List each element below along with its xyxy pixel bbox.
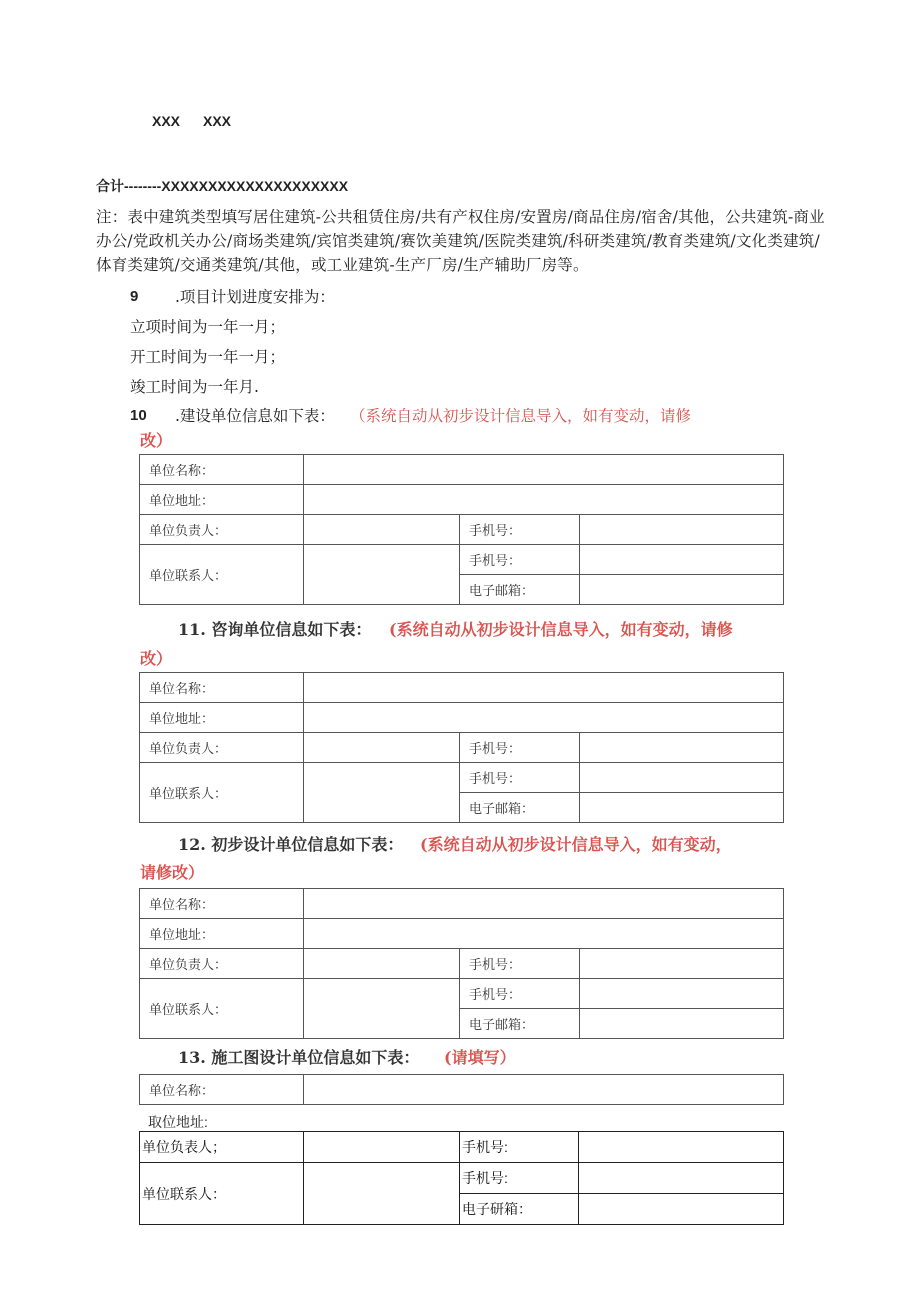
- email-label: 电子邮箱：: [460, 793, 580, 823]
- unit-address-label: 单位地址：: [140, 485, 304, 515]
- email-label: 电子邮箱：: [460, 575, 580, 605]
- unit-contact-field[interactable]: [304, 545, 460, 605]
- last-contact-phone-field[interactable]: [579, 1163, 784, 1194]
- unit-head-field[interactable]: [304, 949, 460, 979]
- unit-name-label: 单位名称：: [140, 889, 304, 919]
- contact-phone-label: 手机号：: [460, 545, 580, 575]
- unit-contact-label: 单位联系人：: [140, 763, 304, 823]
- last-contact-field[interactable]: [304, 1163, 460, 1225]
- phone-field[interactable]: [580, 515, 784, 545]
- drawing-design-unit-name-table: [139, 1074, 784, 1105]
- email-field[interactable]: [580, 793, 784, 823]
- unit-contact-label: 单位联系人：: [140, 545, 304, 605]
- building-type-note: 注：表中建筑类型填写居住建筑-公共租赁住房/共有产权住房/安置房/商品住房/宿舍/其他，公共建筑-商业办公/党政机关办公/商场类建筑/宾馆类建筑/赛饮美建筑/医院类建筑/科研类建筑/教育类建筑/文化类建筑/体育类建筑/交通类建筑/其他，或工业建筑-生产厂房/生产辅助厂房等。: [96, 208, 825, 274]
- last-head-field[interactable]: [304, 1132, 460, 1163]
- last-phone-label: 手机号:: [460, 1132, 579, 1163]
- item12-note-line2: 请修改）: [140, 863, 205, 882]
- item13-title: 13. 施工图设计单位信息如下表：: [178, 1048, 420, 1067]
- consulting-unit-table: [139, 672, 784, 823]
- phone-label: 手机号：: [460, 949, 580, 979]
- last-phone-field[interactable]: [579, 1132, 784, 1163]
- unit-name-field[interactable]: [304, 889, 784, 919]
- unit-name-label: 单位名称：: [140, 673, 304, 703]
- last-contact-phone-label: 手机号:: [460, 1163, 579, 1194]
- unit-address-label: 单位地址：: [140, 919, 304, 949]
- unit-head-label: 单位负责人：: [140, 949, 304, 979]
- unit-contact-field[interactable]: [304, 763, 460, 823]
- contact-phone-label: 手机号：: [460, 763, 580, 793]
- drawing-design-unit-table: [139, 1131, 784, 1225]
- item10-number: 10: [130, 407, 147, 424]
- unit-address-field[interactable]: [304, 485, 784, 515]
- item11-note-line2: 改）: [140, 649, 173, 668]
- phone-label: 手机号：: [460, 515, 580, 545]
- unit-contact-label: 单位联系人：: [140, 979, 304, 1039]
- item9-title: .项目计划进度安排为：: [175, 288, 335, 306]
- item10-title: .建设单位信息如下表：: [175, 407, 335, 425]
- unit-head-field[interactable]: [304, 733, 460, 763]
- phone-field[interactable]: [580, 733, 784, 763]
- item9-number: 9: [130, 288, 139, 305]
- unit-name-label: 单位名称：: [140, 455, 304, 485]
- contact-phone-field[interactable]: [580, 763, 784, 793]
- contact-phone-field[interactable]: [580, 545, 784, 575]
- last-head-label: 单位负表人；: [140, 1132, 304, 1163]
- unit-name-label: 单位名称：: [140, 1075, 304, 1105]
- header-xxx-1: XXX: [152, 113, 181, 129]
- schedule-approval: 立项时间为一年一月；: [130, 318, 286, 336]
- construction-unit-table: [139, 454, 784, 605]
- preliminary-design-unit-table: [139, 888, 784, 1039]
- unit-address-field[interactable]: [304, 703, 784, 733]
- item11-note-line1: (系统自动从初步设计信息导入，如有变动，请修: [389, 620, 733, 639]
- email-field[interactable]: [580, 1009, 784, 1039]
- total-line: 合计--------XXXXXXXXXXXXXXXXXXXX: [96, 178, 349, 194]
- item10-note-line1: （系统自动从初步设计信息导入，如有变动，请修: [350, 407, 692, 425]
- contact-phone-label: 手机号：: [460, 979, 580, 1009]
- schedule-start: 开工时间为一年一月；: [130, 348, 286, 366]
- unit-head-field[interactable]: [304, 515, 460, 545]
- unit-address-field[interactable]: [304, 919, 784, 949]
- item13-note: (请填写）: [444, 1048, 516, 1067]
- contact-phone-field[interactable]: [580, 979, 784, 1009]
- last-email-label: 电子研箱：: [460, 1194, 579, 1225]
- last-email-field[interactable]: [579, 1194, 784, 1225]
- unit-name-field[interactable]: [304, 455, 784, 485]
- phone-label: 手机号：: [460, 733, 580, 763]
- item11-title: 11. 咨询单位信息如下表：: [178, 620, 372, 639]
- unit-head-label: 单位负责人：: [140, 733, 304, 763]
- unit-contact-field[interactable]: [304, 979, 460, 1039]
- item10-note-line2: 改）: [140, 431, 173, 450]
- item12-title: 12. 初步设计单位信息如下表：: [178, 835, 404, 854]
- last-contact-label: 单位联系人：: [140, 1163, 304, 1225]
- phone-field[interactable]: [580, 949, 784, 979]
- unit-head-label: 单位负责人：: [140, 515, 304, 545]
- email-field[interactable]: [580, 575, 784, 605]
- item12-note-line1: (系统自动从初步设计信息导入，如有变动，: [420, 835, 732, 854]
- schedule-completion: 竣工时间为一年月.: [130, 378, 259, 396]
- email-label: 电子邮箱：: [460, 1009, 580, 1039]
- unit-address-label: 单位地址：: [140, 703, 304, 733]
- unit-name-field[interactable]: [304, 673, 784, 703]
- header-xxx-2: XXX: [203, 113, 232, 129]
- last-address-label: 取位地址:: [148, 1114, 208, 1130]
- unit-name-field[interactable]: [304, 1075, 784, 1105]
